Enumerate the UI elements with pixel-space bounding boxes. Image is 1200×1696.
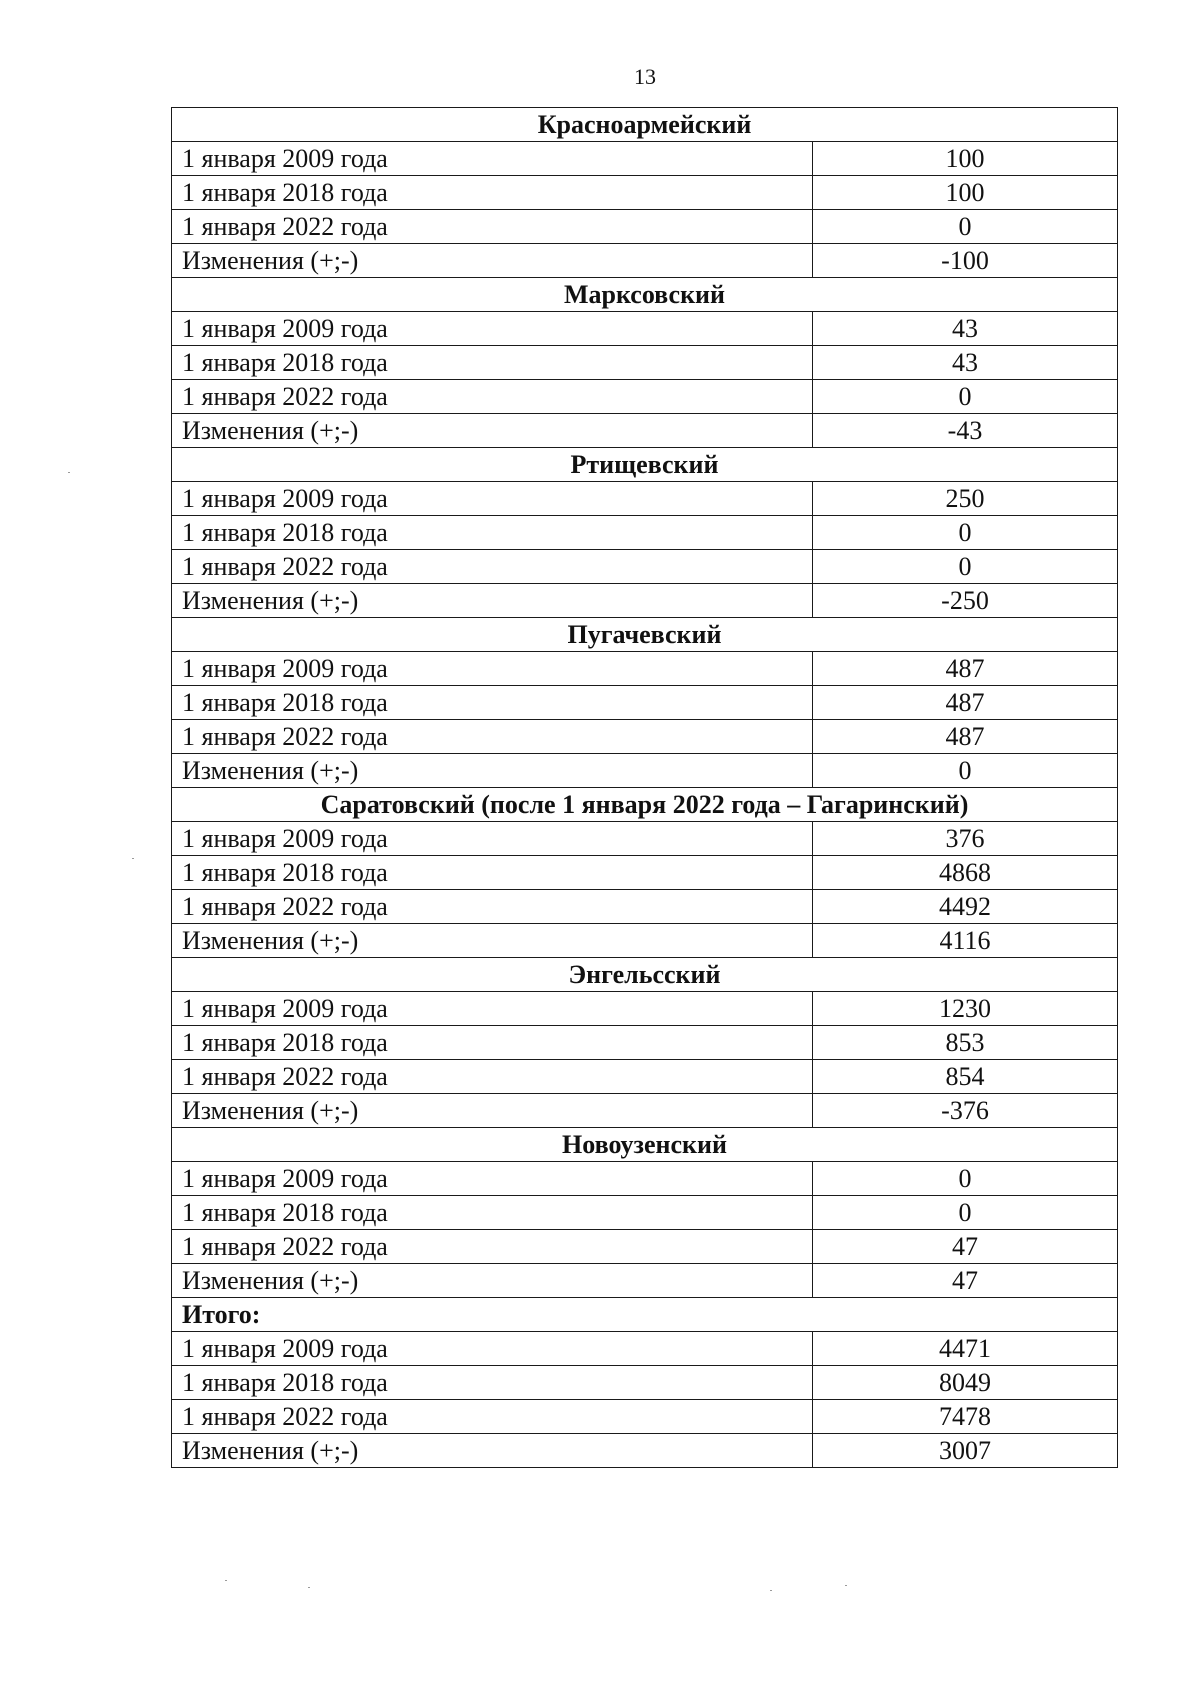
district-header-row xyxy=(172,448,1118,482)
district-name: Саратовский (после 1 января 2022 года – Гагаринский) xyxy=(172,788,1118,822)
table-row xyxy=(172,1434,1118,1468)
row-label: Изменения (+;-) xyxy=(172,1264,813,1298)
table-row xyxy=(172,686,1118,720)
scan-speck xyxy=(308,1587,310,1588)
row-label: 1 января 2022 года xyxy=(172,380,813,414)
table-row xyxy=(172,210,1118,244)
table-row xyxy=(172,1026,1118,1060)
table-row xyxy=(172,414,1118,448)
district-name: Энгельсский xyxy=(172,958,1118,992)
row-label: 1 января 2018 года xyxy=(172,686,813,720)
row-value: 487 xyxy=(813,720,1118,754)
row-label: Изменения (+;-) xyxy=(172,1094,813,1128)
row-label: 1 января 2018 года xyxy=(172,1366,813,1400)
row-value: -250 xyxy=(813,584,1118,618)
table-row xyxy=(172,380,1118,414)
scan-speck xyxy=(770,1590,772,1591)
table-body xyxy=(172,108,1118,1468)
row-value: 0 xyxy=(813,516,1118,550)
row-label: 1 января 2009 года xyxy=(172,652,813,686)
row-label: 1 января 2022 года xyxy=(172,890,813,924)
row-value: 1230 xyxy=(813,992,1118,1026)
row-label: 1 января 2009 года xyxy=(172,822,813,856)
row-value: 0 xyxy=(813,754,1118,788)
district-name: Пугачевский xyxy=(172,618,1118,652)
table-row xyxy=(172,890,1118,924)
table-row xyxy=(172,1400,1118,1434)
scan-speck xyxy=(225,1580,227,1581)
row-label: 1 января 2018 года xyxy=(172,1196,813,1230)
row-value: 853 xyxy=(813,1026,1118,1060)
row-label: 1 января 2022 года xyxy=(172,550,813,584)
row-value: -100 xyxy=(813,244,1118,278)
district-name: Красноармейский xyxy=(172,108,1118,142)
row-value: 4471 xyxy=(813,1332,1118,1366)
table-row xyxy=(172,516,1118,550)
row-value: 47 xyxy=(813,1264,1118,1298)
row-value: 0 xyxy=(813,1162,1118,1196)
table-row xyxy=(172,1264,1118,1298)
table-row xyxy=(172,822,1118,856)
row-value: 4116 xyxy=(813,924,1118,958)
table-row xyxy=(172,1162,1118,1196)
row-value: 376 xyxy=(813,822,1118,856)
row-value: 250 xyxy=(813,482,1118,516)
row-label: 1 января 2018 года xyxy=(172,176,813,210)
table-row xyxy=(172,176,1118,210)
total-label: Итого: xyxy=(172,1298,1118,1332)
row-value: 8049 xyxy=(813,1366,1118,1400)
row-label: 1 января 2022 года xyxy=(172,1060,813,1094)
total-header-row xyxy=(172,1298,1118,1332)
row-value: 47 xyxy=(813,1230,1118,1264)
table-row xyxy=(172,924,1118,958)
district-header-row xyxy=(172,108,1118,142)
scan-speck xyxy=(68,472,70,473)
table-row xyxy=(172,992,1118,1026)
table-row xyxy=(172,1060,1118,1094)
row-value: 43 xyxy=(813,312,1118,346)
row-label: 1 января 2022 года xyxy=(172,1400,813,1434)
row-value: 4492 xyxy=(813,890,1118,924)
table-row xyxy=(172,346,1118,380)
row-value: 854 xyxy=(813,1060,1118,1094)
table-row xyxy=(172,550,1118,584)
row-label: 1 января 2018 года xyxy=(172,516,813,550)
row-value: 100 xyxy=(813,176,1118,210)
row-label: 1 января 2009 года xyxy=(172,312,813,346)
page-number: 13 xyxy=(634,64,656,89)
district-name: Новоузенский xyxy=(172,1128,1118,1162)
row-value: 487 xyxy=(813,652,1118,686)
district-header-row xyxy=(172,1128,1118,1162)
row-value: 487 xyxy=(813,686,1118,720)
row-value: 43 xyxy=(813,346,1118,380)
table-row xyxy=(172,244,1118,278)
row-value: 0 xyxy=(813,1196,1118,1230)
row-label: 1 января 2018 года xyxy=(172,1026,813,1060)
district-header-row xyxy=(172,618,1118,652)
district-header-row xyxy=(172,278,1118,312)
row-label: 1 января 2018 года xyxy=(172,856,813,890)
row-value: -376 xyxy=(813,1094,1118,1128)
row-label: 1 января 2022 года xyxy=(172,1230,813,1264)
row-label: Изменения (+;-) xyxy=(172,754,813,788)
row-label: 1 января 2009 года xyxy=(172,1162,813,1196)
table-row xyxy=(172,1332,1118,1366)
row-label: Изменения (+;-) xyxy=(172,1434,813,1468)
table-row xyxy=(172,1094,1118,1128)
row-value: 0 xyxy=(813,550,1118,584)
row-value: 100 xyxy=(813,142,1118,176)
table-row xyxy=(172,1366,1118,1400)
row-value: 0 xyxy=(813,380,1118,414)
table-row xyxy=(172,142,1118,176)
table-row xyxy=(172,312,1118,346)
row-label: Изменения (+;-) xyxy=(172,244,813,278)
table-row xyxy=(172,1196,1118,1230)
table-row xyxy=(172,1230,1118,1264)
row-label: 1 января 2022 года xyxy=(172,720,813,754)
row-value: 3007 xyxy=(813,1434,1118,1468)
table-row xyxy=(172,856,1118,890)
scan-speck xyxy=(845,1585,847,1586)
districts-table xyxy=(171,107,1118,1468)
row-value: 4868 xyxy=(813,856,1118,890)
row-value: 0 xyxy=(813,210,1118,244)
row-value: -43 xyxy=(813,414,1118,448)
district-header-row xyxy=(172,788,1118,822)
table-row xyxy=(172,720,1118,754)
district-name: Марксовский xyxy=(172,278,1118,312)
row-label: 1 января 2009 года xyxy=(172,1332,813,1366)
table-row xyxy=(172,652,1118,686)
row-label: 1 января 2009 года xyxy=(172,992,813,1026)
scan-speck xyxy=(132,858,134,859)
row-label: 1 января 2018 года xyxy=(172,346,813,380)
row-label: Изменения (+;-) xyxy=(172,414,813,448)
table-row xyxy=(172,584,1118,618)
row-value: 7478 xyxy=(813,1400,1118,1434)
row-label: Изменения (+;-) xyxy=(172,924,813,958)
row-label: 1 января 2022 года xyxy=(172,210,813,244)
district-name: Ртищевский xyxy=(172,448,1118,482)
row-label: Изменения (+;-) xyxy=(172,584,813,618)
table-row xyxy=(172,754,1118,788)
district-header-row xyxy=(172,958,1118,992)
row-label: 1 января 2009 года xyxy=(172,482,813,516)
table-row xyxy=(172,482,1118,516)
row-label: 1 января 2009 года xyxy=(172,142,813,176)
